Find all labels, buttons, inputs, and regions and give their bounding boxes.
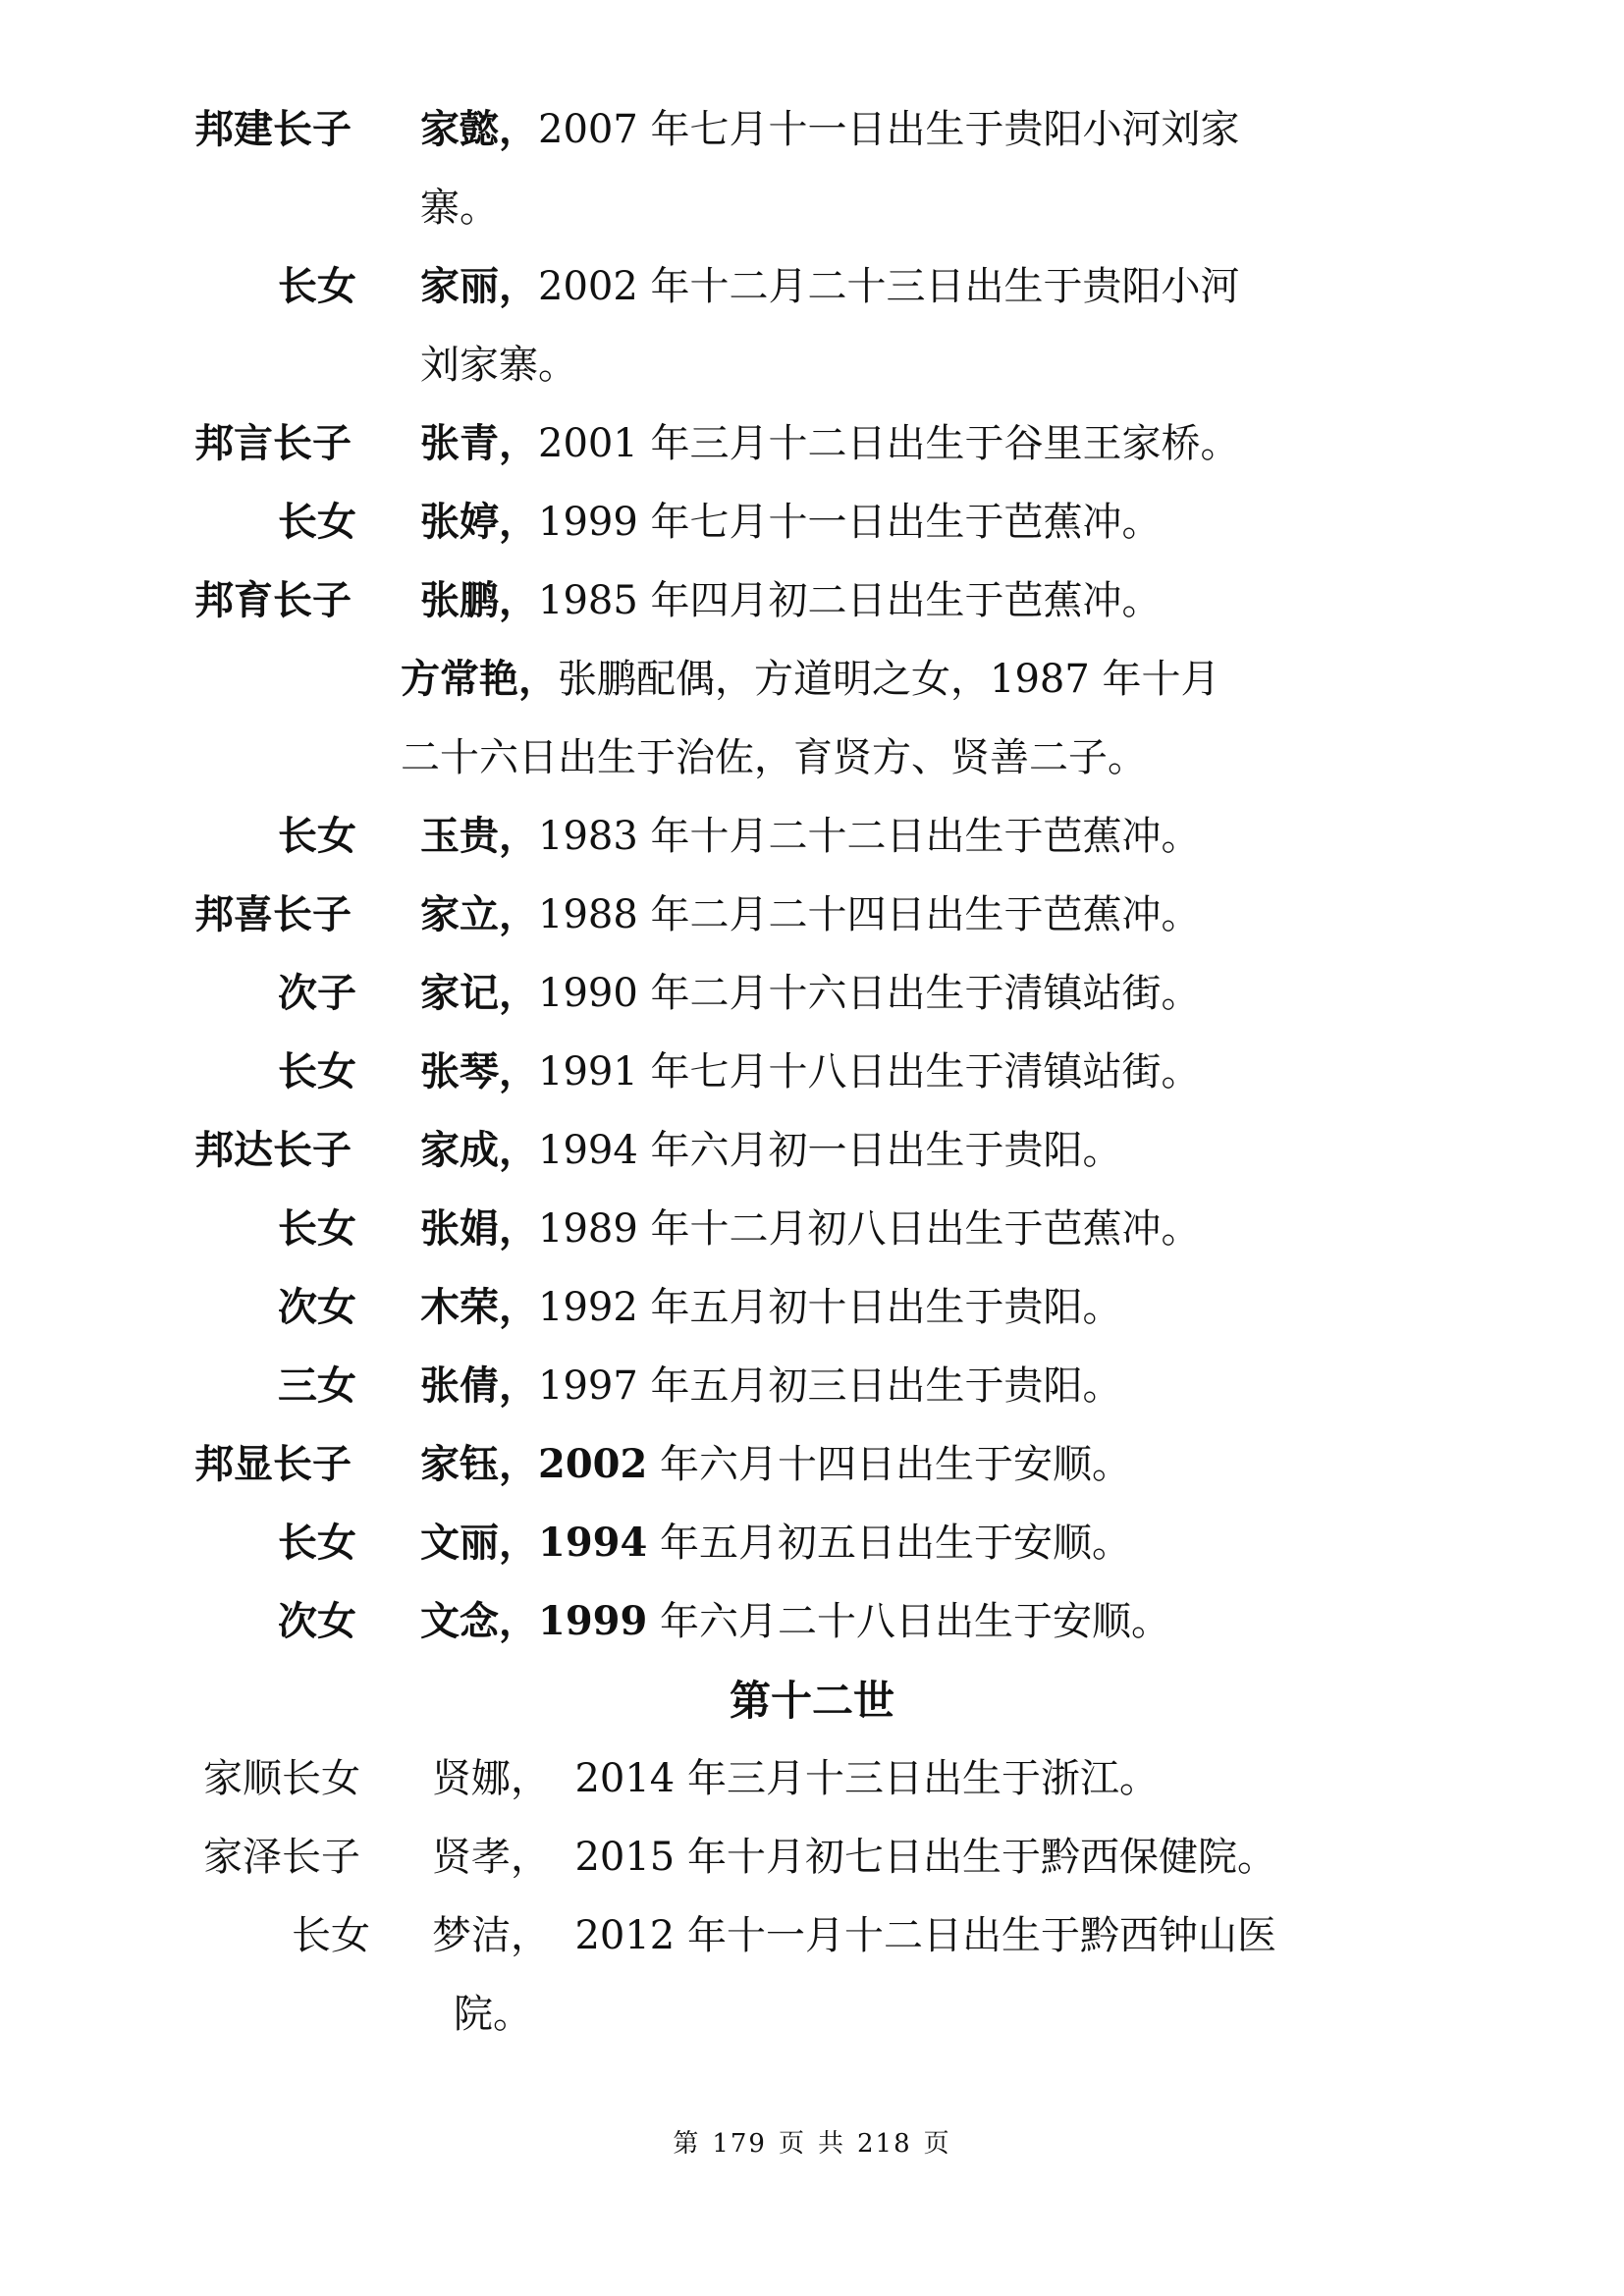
person-name: 家懿，	[420, 106, 538, 152]
birth-detail: 年五月初十日出生于贵阳。	[650, 1285, 1122, 1330]
generation-heading: 第十二世	[729, 1677, 894, 1725]
person-name: 贤孝，	[432, 1835, 550, 1880]
spouse-detail: 张鹏配偶，方道明之女，1987 年十月	[558, 657, 1220, 702]
birth-year: 1992	[538, 1285, 638, 1330]
birth-detail: 年五月初五日出生于安顺。	[660, 1521, 1132, 1566]
relation-label: 长女	[278, 1048, 356, 1095]
entry-line	[420, 970, 1201, 1016]
person-name: 贤娜，	[432, 1756, 550, 1801]
birth-year: 1989	[538, 1206, 638, 1252]
spouse-line	[401, 656, 1220, 702]
relation-label: 长女	[278, 499, 356, 545]
birth-year: 1990	[538, 971, 638, 1016]
birth-year: 1985	[538, 578, 638, 623]
birth-detail: 年十二月初八日出生于芭蕉冲。	[650, 1206, 1201, 1252]
entry-line	[420, 1520, 1132, 1566]
birth-detail: 年三月十三日出生于浙江。	[686, 1756, 1159, 1801]
entry-line	[420, 263, 1240, 309]
entry-line	[420, 813, 1201, 859]
person-name: 家成，	[420, 1127, 538, 1173]
person-name: 家丽，	[420, 263, 538, 309]
person-name: 家钰，	[420, 1441, 538, 1487]
total-pages: 218	[857, 2129, 912, 2159]
birth-year: 2015	[574, 1835, 676, 1880]
birth-year: 2002	[538, 1441, 648, 1487]
relation-label: 次子	[278, 970, 356, 1016]
entry-continuation: 刘家寨。	[420, 343, 577, 388]
entry-line	[420, 1362, 1122, 1409]
birth-year: 2014	[574, 1756, 676, 1801]
entry-line	[420, 1284, 1122, 1330]
entry-line	[420, 420, 1240, 466]
birth-detail: 年六月初一日出生于贵阳。	[650, 1128, 1122, 1173]
entry-line	[420, 1441, 1132, 1487]
relation-label: 家顺长女	[203, 1756, 360, 1801]
entry-line	[420, 1048, 1201, 1095]
relation-label: 家泽长子	[203, 1835, 360, 1880]
birth-year: 1999	[538, 500, 638, 545]
person-name: 梦洁，	[432, 1913, 550, 1958]
person-name: 文丽，	[420, 1520, 538, 1566]
relation-label: 三女	[278, 1362, 356, 1409]
entry-line	[420, 1205, 1201, 1252]
footer-total-label: 共	[818, 2129, 846, 2159]
relation-label: 长女	[278, 263, 356, 309]
entry-continuation: 院。	[454, 1992, 532, 2037]
birth-year: 2007	[538, 107, 638, 152]
person-name: 家立，	[420, 891, 538, 937]
relation-label: 次女	[278, 1598, 356, 1644]
person-name: 张娟，	[420, 1205, 538, 1252]
relation-label: 邦达长子	[194, 1127, 352, 1173]
entry-line	[420, 106, 1240, 152]
birth-year: 2012	[574, 1913, 676, 1958]
birth-detail: 年十二月二十三日出生于贵阳小河	[650, 264, 1240, 309]
entry-line	[432, 1913, 1276, 1958]
person-name: 张婷，	[420, 499, 538, 545]
birth-year: 2001	[538, 421, 638, 466]
birth-detail: 年三月十二日出生于谷里王家桥。	[650, 421, 1240, 466]
relation-label: 长女	[292, 1913, 370, 1958]
entry-line	[420, 499, 1162, 545]
footer-suffix: 页	[923, 2129, 951, 2159]
relation-label: 邦显长子	[194, 1441, 352, 1487]
person-name: 玉贵，	[420, 813, 538, 859]
birth-detail: 年四月初二日出生于芭蕉冲。	[650, 578, 1162, 623]
birth-year: 1991	[538, 1049, 638, 1095]
person-name: 家记，	[420, 970, 538, 1016]
birth-detail: 年六月十四日出生于安顺。	[660, 1442, 1132, 1487]
person-name: 张倩，	[420, 1362, 538, 1409]
page-footer	[0, 2123, 1624, 2160]
birth-year: 2002	[538, 264, 638, 309]
entry-line	[432, 1756, 1159, 1801]
birth-year: 1988	[538, 892, 638, 937]
spouse-name: 方常艳，	[401, 656, 558, 702]
birth-year: 1997	[538, 1363, 638, 1409]
entry-line	[432, 1835, 1276, 1880]
birth-detail: 年十一月十二日出生于黔西钟山医	[686, 1913, 1276, 1958]
entry-continuation: 寨。	[420, 186, 499, 231]
birth-detail: 年七月十八日出生于清镇站街。	[650, 1049, 1201, 1095]
relation-label: 长女	[278, 813, 356, 859]
birth-year: 1994	[538, 1128, 638, 1173]
relation-label: 长女	[278, 1520, 356, 1566]
birth-detail: 年七月十一日出生于芭蕉冲。	[650, 500, 1162, 545]
birth-year: 1994	[538, 1520, 648, 1566]
relation-label: 邦建长子	[194, 106, 352, 152]
birth-detail: 年二月十六日出生于清镇站街。	[650, 971, 1201, 1016]
relation-label: 次女	[278, 1284, 356, 1330]
relation-label: 邦言长子	[194, 420, 352, 466]
birth-year: 1983	[538, 814, 638, 859]
relation-label: 邦育长子	[194, 577, 352, 623]
relation-label: 邦喜长子	[194, 891, 352, 937]
person-name: 木荣，	[420, 1284, 538, 1330]
birth-detail: 年十月二十二日出生于芭蕉冲。	[650, 814, 1201, 859]
footer-prefix: 第	[673, 2129, 701, 2159]
entry-line	[420, 891, 1201, 937]
birth-detail: 年十月初七日出生于黔西保健院。	[686, 1835, 1276, 1880]
person-name: 张鹏，	[420, 577, 538, 623]
person-name: 文念，	[420, 1598, 538, 1644]
birth-detail: 年二月二十四日出生于芭蕉冲。	[650, 892, 1201, 937]
entry-line	[420, 1127, 1122, 1173]
page-number: 179	[712, 2129, 767, 2159]
birth-detail: 年五月初三日出生于贵阳。	[650, 1363, 1122, 1409]
footer-page-label: 页	[778, 2129, 806, 2159]
birth-detail: 年六月二十八日出生于安顺。	[660, 1599, 1171, 1644]
person-name: 张琴，	[420, 1048, 538, 1095]
entry-line	[420, 1598, 1171, 1644]
relation-label: 长女	[278, 1205, 356, 1252]
birth-year: 1999	[538, 1598, 648, 1644]
person-name: 张青，	[420, 420, 538, 466]
entry-line	[420, 577, 1162, 623]
spouse-continuation: 二十六日出生于治佐，育贤方、贤善二子。	[401, 735, 1147, 780]
birth-detail: 年七月十一日出生于贵阳小河刘家	[650, 107, 1240, 152]
